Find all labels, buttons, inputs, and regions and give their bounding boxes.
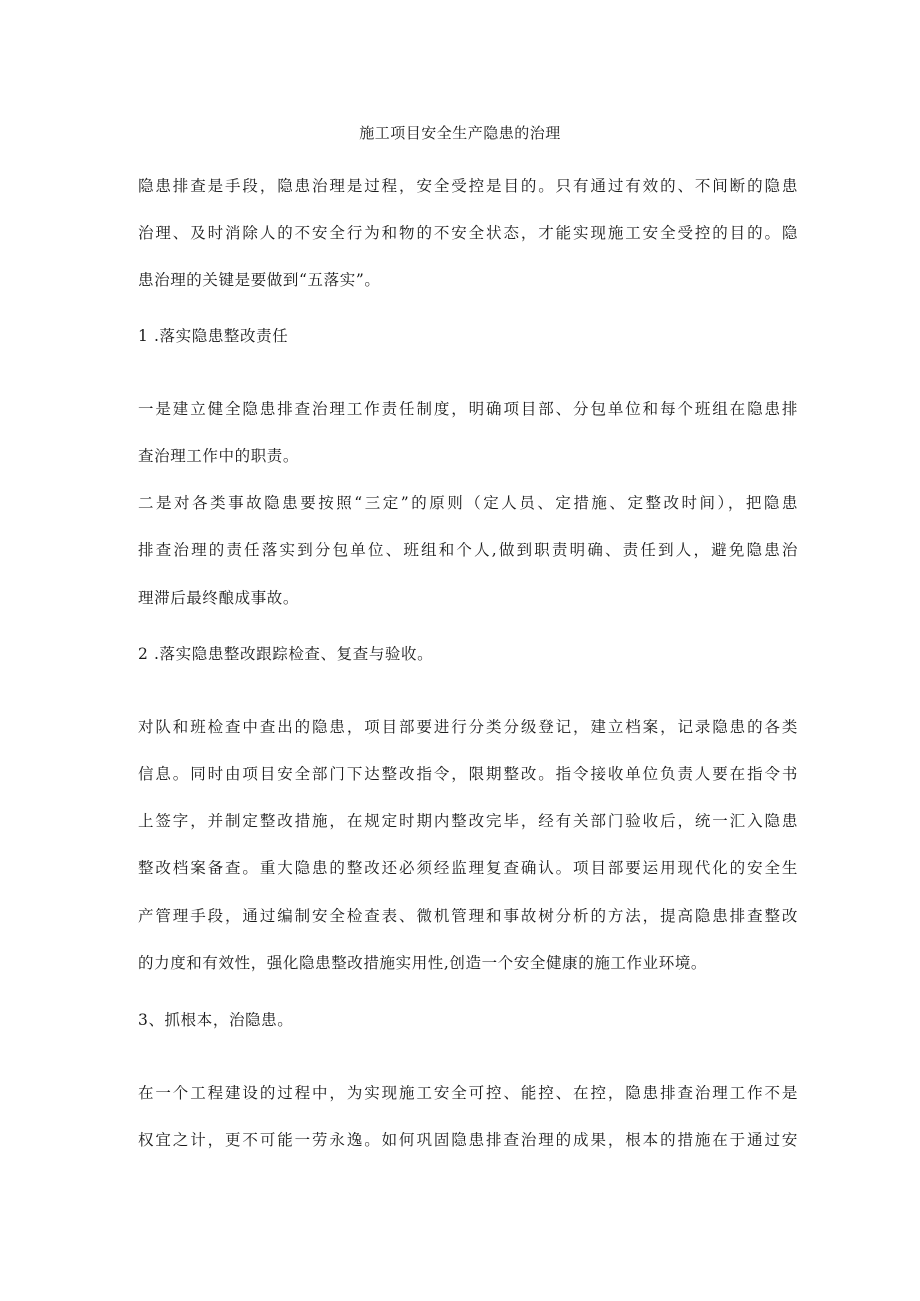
section-3-heading: 3、抓根本，治隐患。 bbox=[138, 1011, 294, 1029]
section-2-paragraph-line: 产管理手段，通过编制安全检查表、微机管理和事故树分析的方法，提高隐患排查整改 bbox=[138, 907, 798, 925]
section-1-paragraph-1-line: 查治理工作中的职责。 bbox=[138, 447, 300, 465]
section-2-paragraph-line: 的力度和有效性，强化隐患整改措施实用性,创造一个安全健康的施工作业环境。 bbox=[138, 954, 708, 972]
section-1-paragraph-2-line: 理滞后最终酿成事故。 bbox=[138, 589, 300, 607]
intro-line: 隐患排查是手段，隐患治理是过程，安全受控是目的。只有通过有效的、不间断的隐患 bbox=[138, 177, 798, 195]
section-2-paragraph-line: 整改档案备查。重大隐患的整改还必须经监理复查确认。项目部要运用现代化的安全生 bbox=[138, 859, 798, 877]
intro-line: 治理、及时消除人的不安全行为和物的不安全状态，才能实现施工安全受控的目的。隐 bbox=[138, 224, 798, 242]
section-1-paragraph-2-line: 二是对各类事故隐患要按照“三定”的原则（定人员、定措施、定整改时间），把隐患 bbox=[138, 494, 798, 512]
section-1-paragraph-1-line: 一是建立健全隐患排查治理工作责任制度，明确项目部、分包单位和每个班组在隐患排 bbox=[138, 400, 798, 418]
section-2-paragraph-line: 对队和班检查中查出的隐患，项目部要进行分类分级登记，建立档案，记录隐患的各类 bbox=[138, 718, 798, 736]
intro-line: 患治理的关键是要做到“五落实”。 bbox=[138, 271, 381, 289]
section-1-heading: 1 .落实隐患整改责任 bbox=[138, 327, 289, 345]
section-2-paragraph-line: 上签字，并制定整改措施，在规定时期内整改完毕，经有关部门验收后，统一汇入隐患 bbox=[138, 812, 798, 830]
section-2-heading: 2 .落实隐患整改跟踪检查、复查与验收。 bbox=[138, 645, 434, 663]
section-1-paragraph-2-line: 排查治理的责任落实到分包单位、班组和个人,做到职责明确、责任到人，避免隐患治 bbox=[138, 541, 798, 559]
section-3-paragraph-line: 权宜之计，更不可能一劳永逸。如何巩固隐患排查治理的成果，根本的措施在于通过安 bbox=[138, 1131, 798, 1149]
document-title: 施工项目安全生产隐患的治理 bbox=[359, 124, 561, 142]
section-3-paragraph-line: 在一个工程建设的过程中，为实现施工安全可控、能控、在控，隐患排查治理工作不是 bbox=[138, 1084, 798, 1102]
section-2-paragraph-line: 信息。同时由项目安全部门下达整改指令，限期整改。指令接收单位负责人要在指令书 bbox=[138, 765, 798, 783]
